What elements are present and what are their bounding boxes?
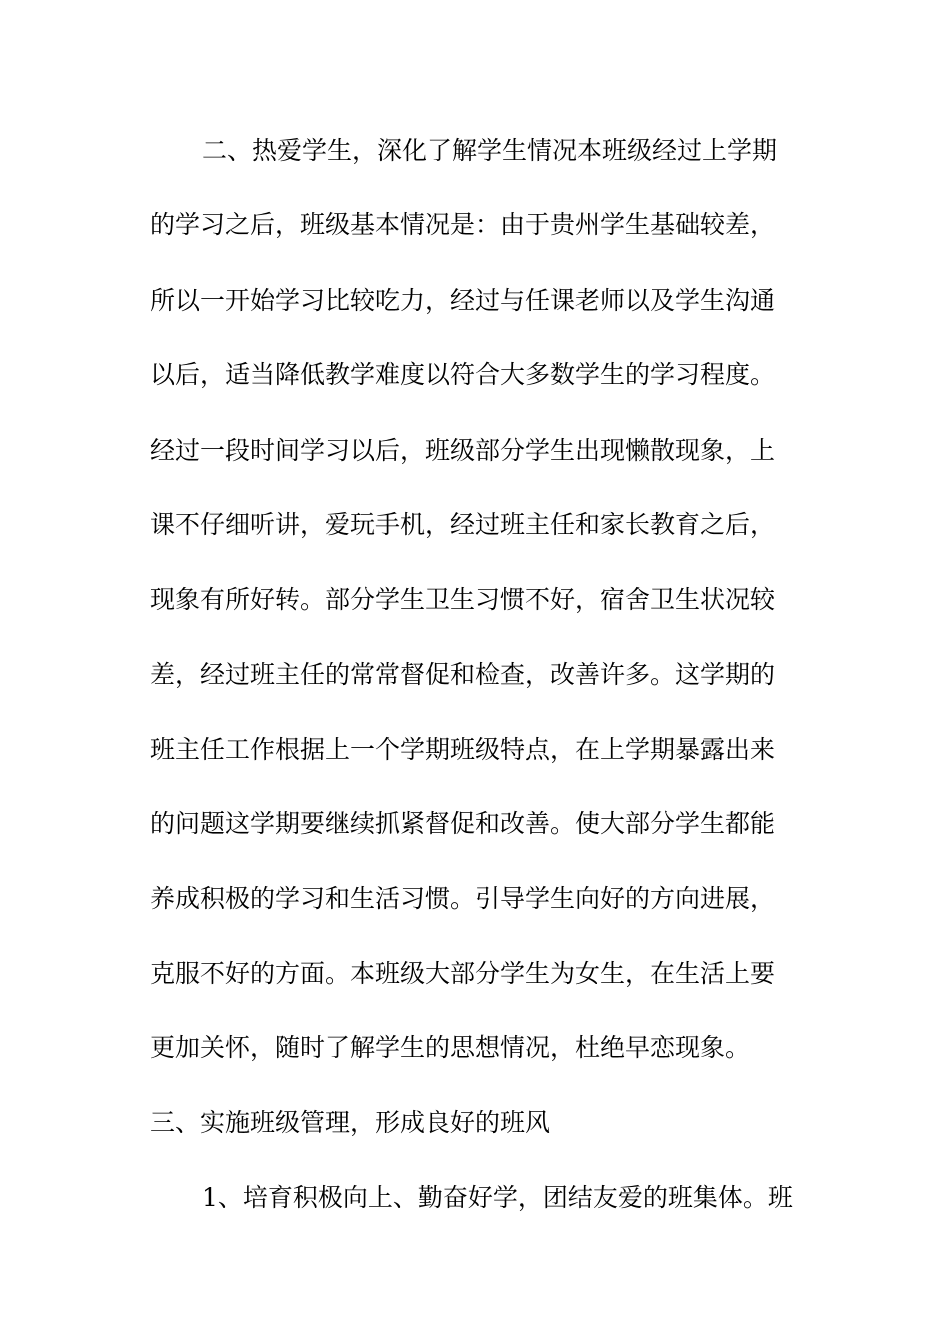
paragraph-2-line-1: 二、热爱学生，深化了解学生情况本班级经过上学期 bbox=[202, 136, 778, 165]
paragraph-2-line-8: 差，经过班主任的常常督促和检查，改善许多。这学期的 bbox=[150, 660, 776, 689]
paragraph-2-line-4: 以后，适当降低教学难度以符合大多数学生的学习程度。 bbox=[150, 360, 776, 389]
paragraph-2-line-5: 经过一段时间学习以后，班级部分学生出现懒散现象，上 bbox=[150, 436, 776, 465]
paragraph-2-line-6: 课不仔细听讲，爱玩手机，经过班主任和家长教育之后， bbox=[150, 510, 776, 539]
section-3-heading: 三、实施班级管理，形成良好的班风 bbox=[150, 1108, 551, 1137]
paragraph-2-line-7: 现象有所好转。部分学生卫生习惯不好，宿舍卫生状况较 bbox=[150, 585, 776, 614]
paragraph-2-line-3: 所以一开始学习比较吃力，经过与任课老师以及学生沟通 bbox=[150, 286, 776, 315]
item-1-line-1: 1、培育积极向上、勤奋好学，团结友爱的班集体。班 bbox=[202, 1183, 793, 1212]
paragraph-2-line-12: 克服不好的方面。本班级大部分学生为女生，在生活上要 bbox=[150, 959, 776, 988]
paragraph-2-line-13: 更加关怀，随时了解学生的思想情况，杜绝早恋现象。 bbox=[150, 1033, 751, 1062]
paragraph-2-line-11: 养成积极的学习和生活习惯。引导学生向好的方向进展， bbox=[150, 884, 776, 913]
paragraph-2-line-9: 班主任工作根据上一个学期班级特点，在上学期暴露出来 bbox=[150, 735, 776, 764]
paragraph-2-line-10: 的问题这学期要继续抓紧督促和改善。使大部分学生都能 bbox=[150, 809, 776, 838]
paragraph-2-line-2: 的学习之后，班级基本情况是：由于贵州学生基础较差， bbox=[150, 210, 776, 239]
